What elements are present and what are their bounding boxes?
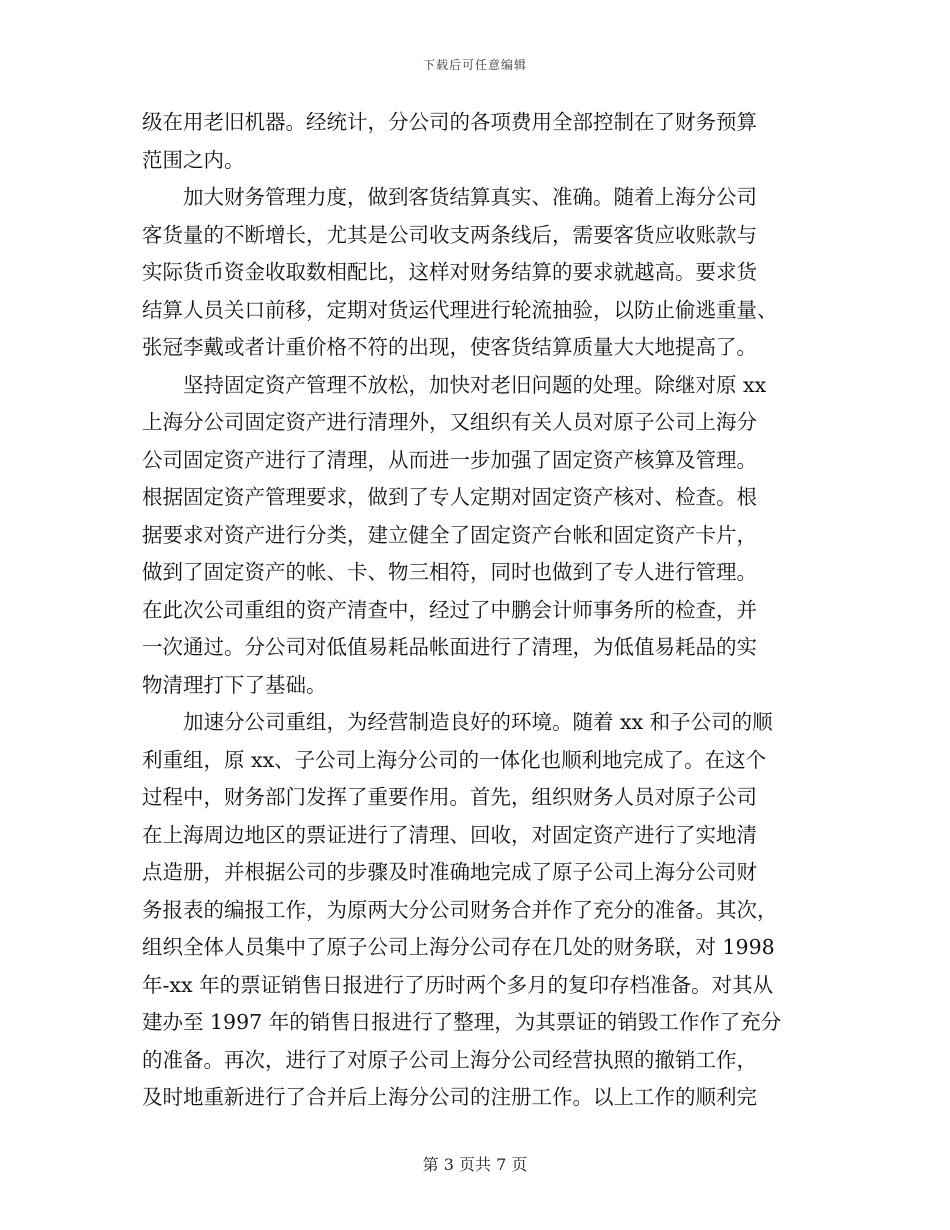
text-line: 年-xx 年的票证销售日报进行了历时两个多月的复印存档准备。对其从 [142, 972, 774, 997]
text-line: 在此次公司重组的资产清查中，经过了中鹏会计师事务所的检查，并 [142, 597, 757, 622]
text-line: 加速分公司重组，为经营制造良好的环境。随着 xx 和子公司的顺 [142, 710, 773, 734]
text-line: 及时地重新进行了合并后上海分公司的注册工作。以上工作的顺利完 [142, 1085, 757, 1109]
text-line: 一次通过。分公司对低值易耗品帐面进行了清理，为低值易耗品的实 [142, 635, 757, 659]
text-line: 据要求对资产进行分类，建立健全了固定资产台帐和固定资产卡片， [142, 522, 757, 547]
text-line: 范围之内。 [142, 147, 245, 172]
text-line: 公司固定资产进行了清理，从而进一步加强了固定资产核算及管理。 [142, 447, 757, 472]
text-line: 利重组，原 xx、子公司上海分公司的一体化也顺利地完成了。在这个 [142, 747, 767, 772]
text-line: 实际货币资金收取数相配比，这样对财务结算的要求就越高。要求货 [142, 260, 757, 284]
text-line: 过程中，财务部门发挥了重要作用。首先，组织财务人员对原子公司 [142, 785, 757, 809]
text-line: 务报表的编报工作，为原两大分公司财务合并作了充分的准备。其次， [142, 897, 778, 922]
text-line: 物清理打下了基础。 [142, 672, 327, 697]
text-line: 的准备。再次，进行了对原子公司上海分公司经营执照的撤销工作， [142, 1047, 757, 1072]
text-line: 组织全体人员集中了原子公司上海分公司存在几处的财务联，对 1998 [142, 935, 775, 959]
text-line: 上海分公司固定资产进行清理外，又组织有关人员对原子公司上海分 [142, 410, 757, 434]
text-line: 点造册，并根据公司的步骤及时准确地完成了原子公司上海分公司财 [142, 860, 757, 884]
text-line: 在上海周边地区的票证进行了清理、回收，对固定资产进行了实地清 [142, 822, 757, 847]
text-line: 加大财务管理力度，做到客货结算真实、准确。随着上海分公司 [142, 185, 757, 209]
body-text [142, 104, 808, 1117]
text-line: 级在用老旧机器。经统计，分公司的各项费用全部控制在了财务预算 [142, 110, 757, 134]
text-line: 坚持固定资产管理不放松，加快对老旧问题的处理。除继对原 xx [142, 372, 767, 397]
text-line: 结算人员关口前移，定期对货运代理进行轮流抽验，以防止偷逃重量、 [142, 297, 778, 322]
text-line: 根据固定资产管理要求，做到了专人定期对固定资产核对、检查。根 [142, 485, 757, 509]
header-note: 下载后可任意编辑 [422, 58, 527, 72]
page-number: 第 3 页共 7 页 [422, 1155, 528, 1174]
text-line: 建办至 1997 年的销售日报进行了整理，为其票证的销毁工作作了充分 [142, 1010, 782, 1034]
text-line: 客货量的不断增长，尤其是公司收支两条线后，需要客货应收账款与 [142, 222, 757, 247]
text-line: 做到了固定资产的帐、卡、物三相符，同时也做到了专人进行管理。 [142, 560, 757, 584]
text-line: 张冠李戴或者计重价格不符的出现，使客货结算质量大大地提高了。 [142, 335, 757, 359]
